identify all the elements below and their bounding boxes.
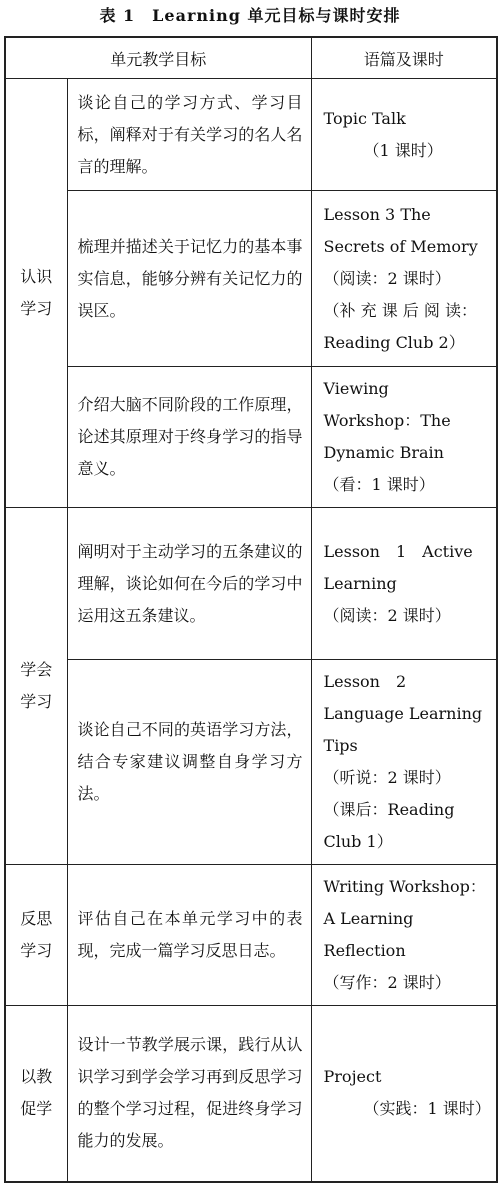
goal-cell: 梳理并描述关于记忆力的基本事实信息，能够分辨有关记忆力的误区。 bbox=[67, 191, 311, 367]
header-goals: 单元教学目标 bbox=[5, 37, 311, 79]
course-cell bbox=[311, 660, 497, 865]
goal-cell: 介绍大脑不同阶段的工作原理，论述其原理对于终身学习的指导意义。 bbox=[67, 367, 311, 508]
course-title: Topic Talk bbox=[323, 108, 406, 128]
category-cell bbox=[5, 79, 67, 508]
goal-cell: 阐明对于主动学习的五条建议的理解，谈论如何在今后的学习中运用这五条建议。 bbox=[67, 508, 311, 660]
course-title: Viewing Workshop：The Dynamic Brain bbox=[323, 379, 451, 462]
table-row bbox=[5, 191, 497, 367]
course-cell bbox=[311, 79, 497, 191]
course-cell bbox=[311, 191, 497, 367]
course-extra: （课后：Reading Club 1） bbox=[323, 800, 455, 851]
course-hours: （看：1 课时） bbox=[323, 475, 435, 494]
course-title: Lesson 1 Active Learning bbox=[323, 541, 473, 593]
course-cell bbox=[311, 1006, 497, 1182]
course-cell bbox=[311, 865, 497, 1006]
course-extra: （补 充 课 后 阅 读：Reading Club 2） bbox=[323, 300, 477, 352]
table-row bbox=[5, 508, 497, 660]
goal-cell: 谈论自己不同的英语学习方法，结合专家建议调整自身学习方法。 bbox=[67, 660, 311, 865]
table-caption: 表 1 Learning 单元目标与课时安排 bbox=[99, 6, 401, 25]
header-row bbox=[5, 37, 497, 79]
category-label: 反思学习 bbox=[20, 909, 53, 960]
header-courses: 语篇及课时 bbox=[311, 37, 497, 79]
course-title: Writing Workshop：A Learning Reflection bbox=[323, 877, 486, 960]
course-hours: （实践：1 课时） bbox=[363, 1099, 491, 1119]
course-hours: （1 课时） bbox=[363, 140, 443, 160]
category-cell bbox=[5, 1006, 67, 1182]
table-row bbox=[5, 367, 497, 508]
table-row bbox=[5, 660, 497, 865]
goal-cell: 谈论自己的学习方式、学习目标，阐释对于有关学习的名人名言的理解。 bbox=[67, 79, 311, 191]
table-row bbox=[5, 1006, 497, 1182]
category-label: 学会学习 bbox=[20, 660, 53, 711]
course-hours: （写作：2 课时） bbox=[323, 973, 451, 992]
course-title: Lesson 2 Language Learning Tips bbox=[323, 672, 483, 755]
unit-goals-table bbox=[4, 36, 498, 1183]
table-row bbox=[5, 79, 497, 191]
category-cell bbox=[5, 508, 67, 865]
category-cell bbox=[5, 865, 67, 1006]
course-cell bbox=[311, 508, 497, 660]
table-row bbox=[5, 865, 497, 1006]
course-hours: （听说：2 课时） bbox=[323, 768, 451, 787]
course-title: Lesson 3 The Secrets of Memory bbox=[323, 204, 478, 256]
goal-cell: 评估自己在本单元学习中的表现，完成一篇学习反思日志。 bbox=[67, 865, 311, 1006]
category-label: 认识学习 bbox=[20, 267, 53, 318]
course-hours: （阅读：2 课时） bbox=[323, 605, 451, 625]
course-cell bbox=[311, 367, 497, 508]
category-label: 以教促学 bbox=[20, 1067, 53, 1119]
goal-cell: 设计一节教学展示课，践行从认识学习到学会学习再到反思学习的整个学习过程，促进终身学习能力的发展。 bbox=[67, 1006, 311, 1182]
course-title: Project bbox=[323, 1067, 382, 1087]
course-hours: （阅读：2 课时） bbox=[323, 268, 451, 288]
